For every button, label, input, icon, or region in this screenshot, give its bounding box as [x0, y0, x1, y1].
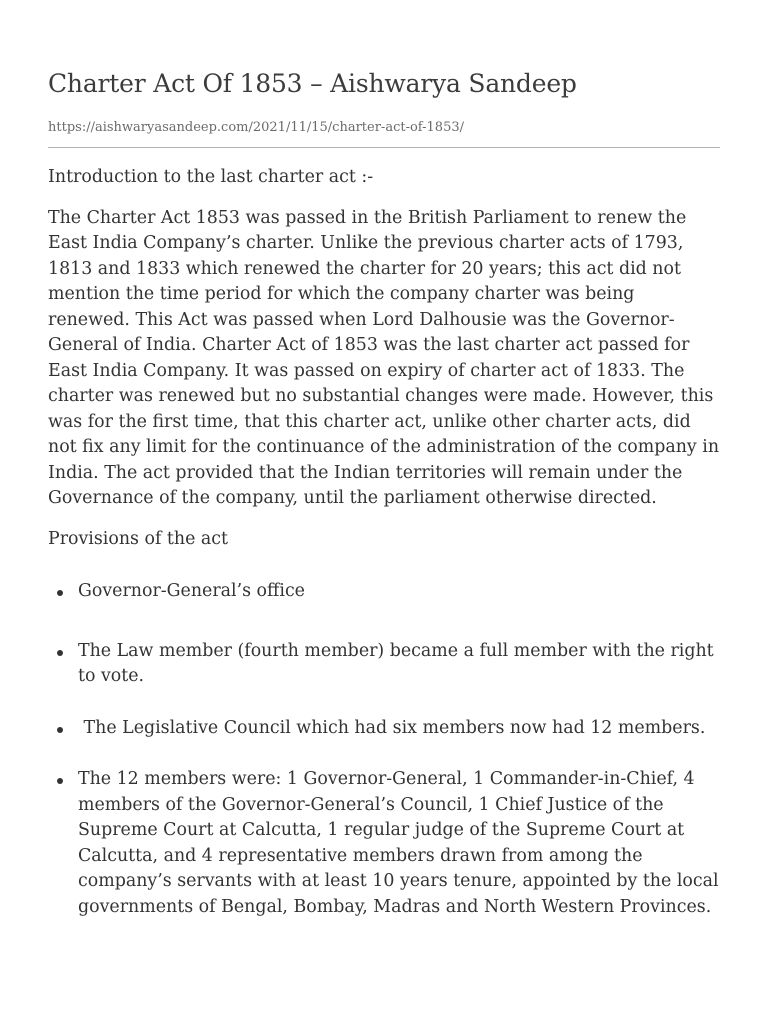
source-url[interactable]: https://aishwaryasandeep.com/2021/11/15/charter-act-of-1853/ [48, 119, 720, 148]
bullet-icon [57, 727, 63, 733]
provisions-heading: Provisions of the act [48, 528, 229, 549]
list-item [48, 579, 720, 605]
provisions-list [48, 579, 720, 920]
bullet-icon [57, 590, 63, 596]
bullet-icon [57, 778, 63, 784]
list-item [48, 716, 720, 742]
list-item-text: The Law member (fourth member) became a full member with the right to vote. [78, 640, 714, 686]
page-title: Charter Act Of 1853 – Aishwarya Sandeep [48, 69, 577, 98]
list-item-text: Governor-General’s office [78, 581, 305, 601]
body-paragraph: The Charter Act 1853 was passed in the British Parliament to renew the East India Company’s charter. Unlike the previous charter acts of 1793, 1813 and 1833 which renewed the charter for 20 years; this act did not mention the time period for which the company charter was being renewed. This Act was passed when Lord Dalhousie was the Governor-General of India. Charter Act of 1853 was the last charter act passed for East India Company. It was passed on expiry of charter act of 1833. The charter was renewed but no substantial changes were made. However, this was for the first time, that this charter act, unlike other charter acts, did not fix any limit for the continuance of the administration of the company in India. The act provided that the Indian territories will remain under the Governance of the company, until the parliament otherwise directed. [48, 207, 720, 508]
list-item-text: The 12 members were: 1 Governor-General, 1 Commander-in-Chief, 4 members of the Governor-General’s Council, 1 Chief Justice of the Supreme Court at Calcutta, 1 regular judge of the Supreme Court at Calcutta, and 4 representative members drawn from among the company’s servants with at least 10 years tenure, appointed by the local governments of Bengal, Bombay, Madras and North Western Provinces. [78, 769, 719, 917]
bullet-icon [57, 650, 63, 656]
intro-heading: Introduction to the last charter act :- [48, 167, 374, 187]
list-item [48, 639, 720, 690]
list-item [48, 767, 720, 920]
list-item-text: The Legislative Council which had six members now had 12 members. [78, 717, 706, 738]
